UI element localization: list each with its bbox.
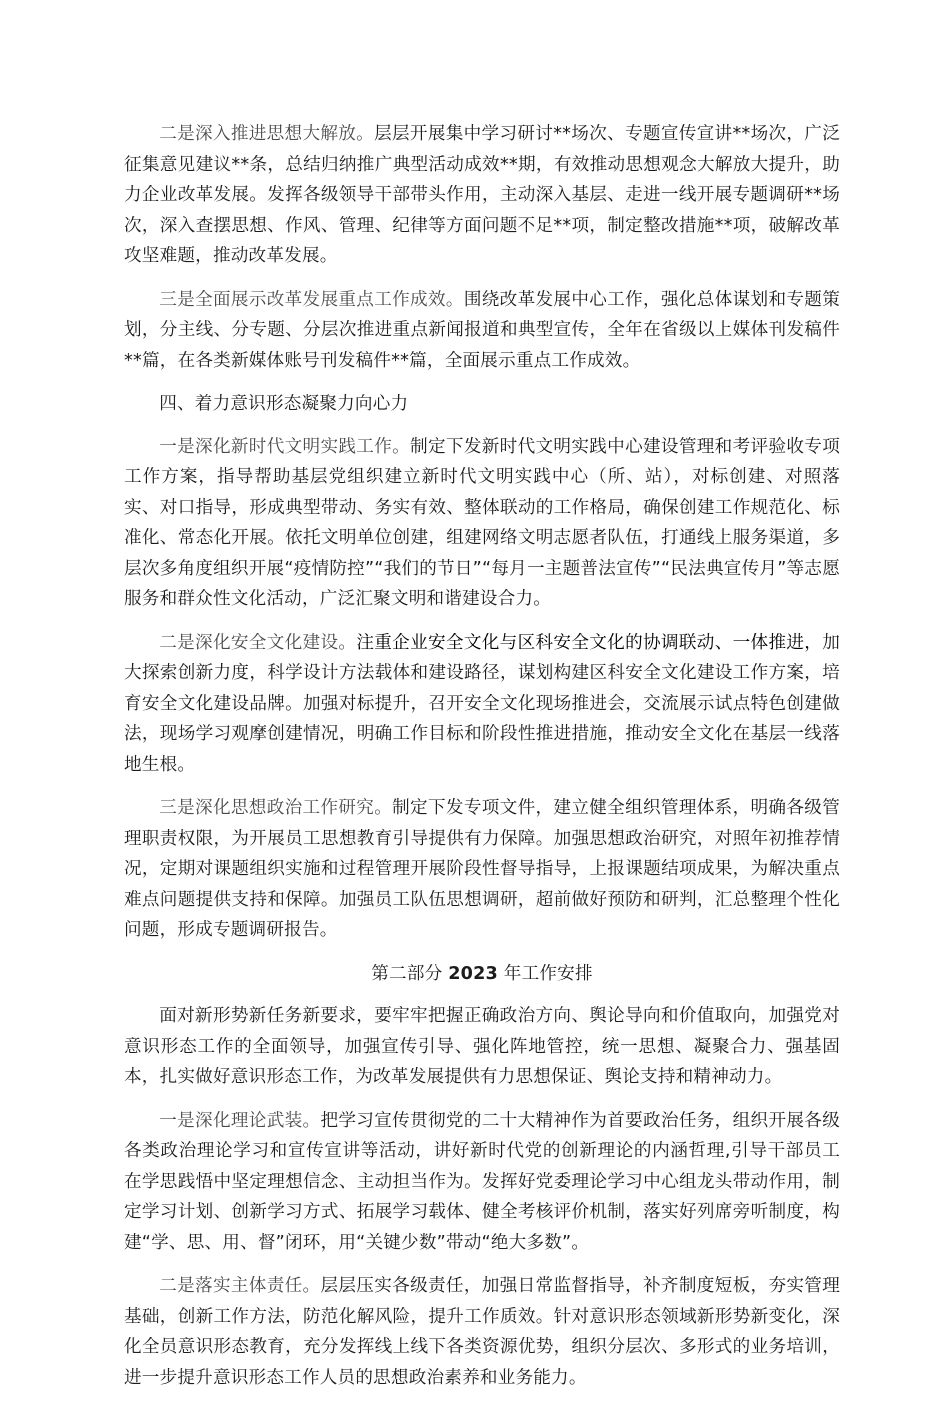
paragraph-lead: 一是深化新时代文明实践工作。 — [159, 436, 411, 457]
paragraph-overview — [124, 1001, 840, 1093]
paragraph-text: 面对新形势新任务新要求，要牢牢把握正确政治方向、舆论导向和价值取向，加强党对意识形态工作的全面领导，加强宣传引导、强化阵地管控，统一思想、凝聚合力、强基固本，扎实做好意识形态工作，为改革发展提供有力思想保证、舆论支持和精神动力。 — [124, 1006, 840, 1087]
document-body — [124, 119, 840, 1406]
paragraph-political-research — [124, 793, 840, 946]
part-two-heading-year: 2023 — [448, 963, 498, 984]
paragraph-lead: 二是深化安全文化建设。 — [159, 632, 357, 653]
paragraph-lead: 二是落实主体责任。 — [159, 1276, 321, 1296]
paragraph-theory-armament — [124, 1106, 840, 1259]
paragraph-main-responsibility — [124, 1271, 840, 1393]
paragraph-text: 加大探索创新力度，科学设计方法载体和建设路径，谋划构建区科安全文化建设工作方案，培育安全文化建设品牌。加强对标提升，召开安全文化现场推进会，交流展示试点特色创建做法，现场学习观摩创建情况，明确工作目标和阶段性推进措施，推动安全文化在基层一线落地生根。 — [124, 632, 841, 775]
paragraph-lead: 三是深化思想政治工作研究。 — [159, 798, 393, 818]
part-two-heading-suffix: 年工作安排 — [497, 963, 593, 984]
paragraph-reform-results — [124, 285, 840, 377]
paragraph-lead: 二是深入推进思想大解放。 — [159, 124, 375, 144]
paragraph-text: 层层压实各级责任，加强日常监督指导，补齐制度短板，夯实管理基础，创新工作方法，防范化解风险，提升工作质效。针对意识形态领域新形势新变化，深化全员意识形态教育，充分发挥线上线下各类资源优势，组织分层次、多形式的业务培训，进一步提升意识形态工作人员的思想政治素养和业务能力。 — [124, 1276, 840, 1388]
paragraph-safety-culture — [124, 628, 840, 781]
paragraph-text: 制定下发专项文件，建立健全组织管理体系，明确各级管理职责权限，为开展员工思想教育引导提供有力保障。加强思想政治研究，对照年初推荐情况，定期对课题组织实施和过程管理开展阶段性督导指导，上报课题结项成果，为解决重点难点问题提供支持和保障。加强员工队伍思想调研，超前做好预防和研判，汇总整理个性化问题，形成专题调研报告。 — [124, 798, 840, 940]
paragraph-lead: 三是全面展示改革发展重点工作成效。 — [159, 289, 464, 310]
paragraph-lead: 一是深化理论武装。 — [159, 1110, 321, 1131]
section-heading-four: 四、着力意识形态凝聚力向心力 — [159, 394, 409, 414]
paragraph-thought-liberation — [124, 119, 840, 272]
paragraph-text: 层层开展集中学习研讨**场次、专题宣传宣讲**场次，广泛征集意见建议**条，总结归纳推广典型活动成效**期，有效推动思想观念大解放大提升，助力企业改革发展。发挥各级领导干部带头作用，主动深入基层、走进一线开展专题调研**场次，深入查摆思想、作风、管理、纪律等方面问题不足**项，制定整改措施**项，破解改革攻坚难题，推动改革发展。 — [124, 124, 840, 266]
part-two-heading-prefix: 第二部分 — [371, 963, 449, 984]
paragraph-text: 围绕改革发展中心工作，强化总体谋划和专题策划，分主线、分专题、分层次推进重点新闻报道和典型宣传，全年在省级以上媒体刊发稿件**篇，在各类新媒体账号刊发稿件**篇，全面展示重点工作成效。 — [124, 289, 841, 371]
part-two-heading — [124, 959, 840, 990]
paragraph-civilization-practice — [124, 432, 840, 615]
paragraph-emphasis: 注重企业安全文化与区科安全文化的协调联动、一体推进， — [356, 632, 823, 653]
paragraph-text: 把学习宣传贯彻党的二十大精神作为首要政治任务，组织开展各级各类政治理论学习和宣传宣讲等活动，讲好新时代党的创新理论的内涵哲理,引导干部员工在学思践悟中坚定理想信念、主动担当作为。发挥好党委理论学习中心组龙头带动作用，制定学习计划、创新学习方式、拓展学习载体、健全考核评价机制，落实好列席旁听制度，构建“学、思、用、督”闭环，用“关键少数”带动“绝大多数”。 — [124, 1110, 840, 1253]
paragraph-text: 制定下发新时代文明实践中心建设管理和考评验收专项工作方案，指导帮助基层党组织建立新时代文明实践中心（所、站），对标创建、对照落实、对口指导，形成典型带动、务实有效、整体联动的工作格局，确保创建工作规范化、标准化、常态化开展。依托文明单位创建，组建网络文明志愿者队伍，打通线上服务渠道，多层次多角度组织开展“疫情防控”“我们的节日”“每月一主题普法宣传”“民法典宣传月”等志愿服务和群众性文化活动，广泛汇聚文明和谐建设合力。 — [124, 436, 840, 609]
